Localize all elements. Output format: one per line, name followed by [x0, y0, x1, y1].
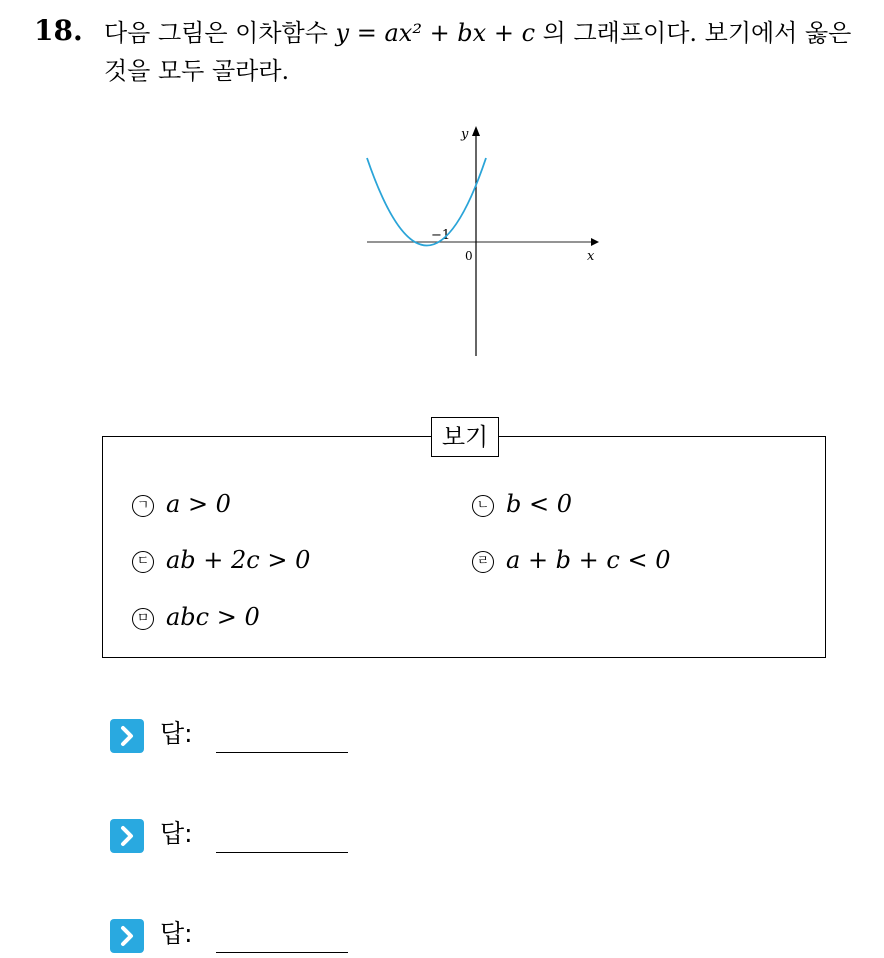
question-text-before: 다음 그림은 이차함수 [104, 19, 336, 47]
choice-item-3 [132, 546, 310, 574]
choice-item-2 [472, 490, 572, 518]
choice-mark: ㅁ [132, 608, 154, 630]
answer-blank[interactable] [216, 852, 348, 853]
chevron-right-icon [110, 719, 144, 753]
answer-label: 답: [160, 819, 193, 848]
choice-expression: b < 0 [506, 490, 572, 518]
question-equation: y = ax² + bx + c [335, 19, 536, 47]
y-axis-label: y [461, 127, 469, 142]
choice-mark: ㄱ [132, 495, 154, 517]
x-axis-label: x [587, 249, 595, 264]
choice-item-5 [132, 603, 260, 631]
choice-expression: a + b + c < 0 [506, 546, 671, 574]
y-axis-arrow [472, 126, 480, 136]
answer-blank[interactable] [216, 952, 348, 953]
example-box-title: 보기 [431, 417, 499, 457]
choice-mark: ㄴ [472, 495, 494, 517]
x-axis-arrow [591, 238, 599, 246]
tick-label-minus-one: −1 [431, 228, 451, 243]
choice-expression: a > 0 [166, 490, 231, 518]
parabola-curve [367, 158, 486, 246]
question-text [104, 14, 864, 90]
choice-mark: ㄹ [472, 551, 494, 573]
question-text-after: 의 그래프이다. 보기에서 옳은 [535, 19, 852, 47]
choice-expression: abc > 0 [166, 603, 260, 631]
answer-label: 답: [160, 919, 193, 948]
chevron-right-icon [110, 819, 144, 853]
origin-label: 0 [465, 249, 473, 263]
answer-blank[interactable] [216, 752, 348, 753]
choice-item-1 [132, 490, 231, 518]
choice-item-4 [472, 546, 670, 574]
answer-label: 답: [160, 719, 193, 748]
question-number: 18. [34, 14, 83, 47]
parabola-graph [355, 118, 605, 363]
choice-mark: ㄷ [132, 551, 154, 573]
question-text-line2: 것을 모두 골라라. [104, 57, 290, 85]
choice-expression: ab + 2c > 0 [166, 546, 311, 574]
chevron-right-icon [110, 919, 144, 953]
